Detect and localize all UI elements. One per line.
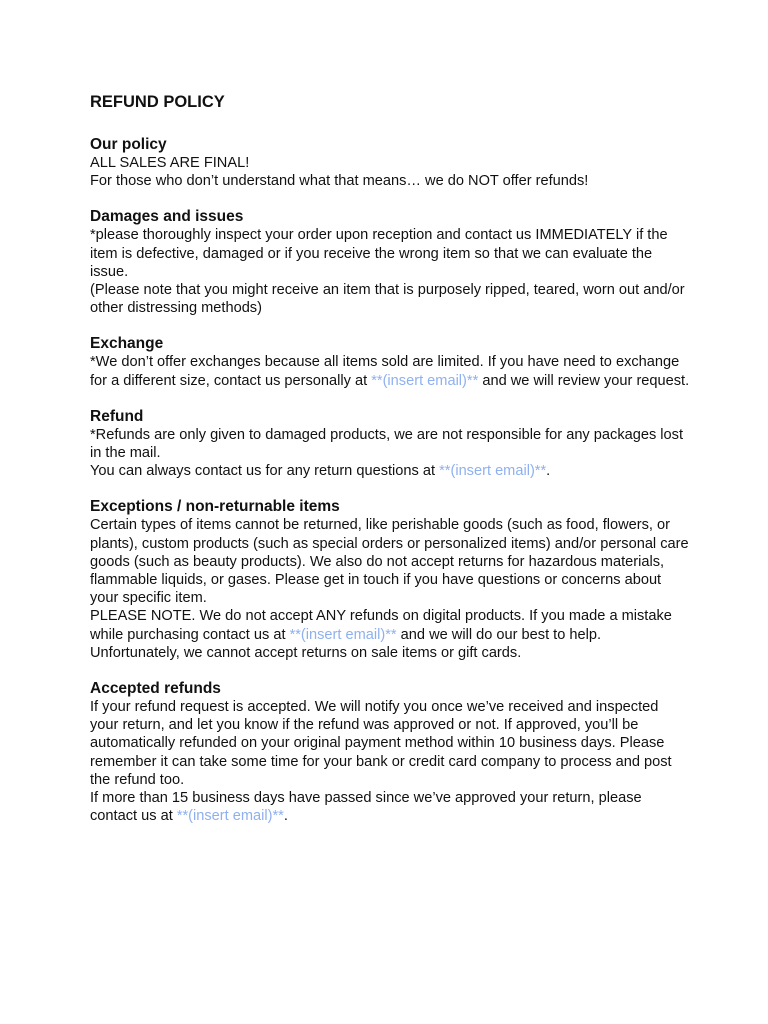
section-paragraph [90, 353, 690, 389]
paragraph-text: PLEASE NOTE. We do not accept ANY refunds on digital products. If you made a mistake while purchasing contact us at [90, 608, 672, 643]
section-heading: Exchange [90, 335, 164, 353]
section-heading: Our policy [90, 136, 167, 153]
paragraph-text: Unfortunately, we cannot accept returns on sale items or gift cards. [90, 644, 522, 661]
section-exchange [90, 335, 690, 389]
paragraph-text: *We don’t offer exchanges because all items sold are limited. If you have need to exchange for a different size, contact us personally at [90, 354, 680, 389]
paragraph-text: and we will do our best to help. [396, 626, 602, 643]
section-paragraph [90, 698, 690, 789]
section-our-policy [90, 136, 690, 190]
section-paragraph [90, 172, 690, 190]
section-heading: Accepted refunds [90, 680, 221, 698]
section-paragraph [90, 607, 690, 643]
paragraph-text: *Refunds are only given to damaged products, we are not responsible for any packages lost in the mail. [90, 426, 684, 462]
page-title: REFUND POLICY [90, 93, 225, 111]
paragraph-text: . [283, 808, 288, 825]
section-paragraph [90, 644, 690, 662]
paragraph-text: Certain types of items cannot be returned, like perishable goods (such as food, flowers, or plants), custom products (such as special orders or personalized items) and/or personal care goods (such as beauty products). We also do not accept returns for hazardous materials, flammable liquids, or gases. Please get in touch if you have questions or concerns about your specific item. [90, 517, 689, 607]
paragraph-text: (Please note that you might receive an item that is purposely ripped, teared, worn out and/or other distressing methods) [90, 282, 685, 317]
paragraph-text: . [546, 463, 551, 480]
section-paragraph [90, 281, 690, 317]
section-paragraph [90, 516, 690, 607]
section-heading: Damages and issues [90, 208, 244, 226]
section-paragraph [90, 154, 690, 172]
section-paragraph [90, 462, 690, 480]
section-heading: Refund [90, 407, 144, 425]
section-heading: Exceptions / non-returnable items [90, 498, 340, 516]
paragraph-text: You can always contact us for any return questions at [90, 463, 440, 480]
section-damages-and-issues [90, 208, 690, 317]
refund-policy-document [90, 92, 690, 843]
section-paragraph [90, 226, 690, 281]
section-refund [90, 408, 690, 481]
policy-sections [90, 136, 690, 825]
email-placeholder: **(insert email)** [176, 808, 284, 825]
paragraph-text: ALL SALES ARE FINAL! [90, 155, 250, 171]
email-placeholder: **(insert email)** [371, 372, 479, 389]
section-accepted-refunds [90, 680, 690, 825]
section-paragraph [90, 426, 690, 462]
paragraph-text: *please thoroughly inspect your order upon reception and contact us IMMEDIATELY if the item is defective, damaged or if you receive the wrong item so that we can evaluate the issue. [90, 227, 668, 280]
paragraph-text: For those who don’t understand what that means… we do NOT offer refunds! [90, 173, 589, 190]
section-exceptions-non-returnable-items [90, 498, 690, 662]
paragraph-text: If more than 15 business days have passed since we’ve approved your return, please contact us at [90, 790, 642, 825]
section-paragraph [90, 789, 690, 825]
email-placeholder: **(insert email)** [289, 626, 397, 643]
email-placeholder: **(insert email)** [439, 463, 547, 480]
paragraph-text: If your refund request is accepted. We will notify you once we’ve received and inspected your return, and let you know if the refund was approved or not. If approved, you’ll be automatically refunded on your original payment method within 10 business days. Please remember it can take some time for your bank or credit card company to process and post the refund too. [90, 699, 672, 788]
paragraph-text: and we will review your request. [478, 372, 690, 389]
